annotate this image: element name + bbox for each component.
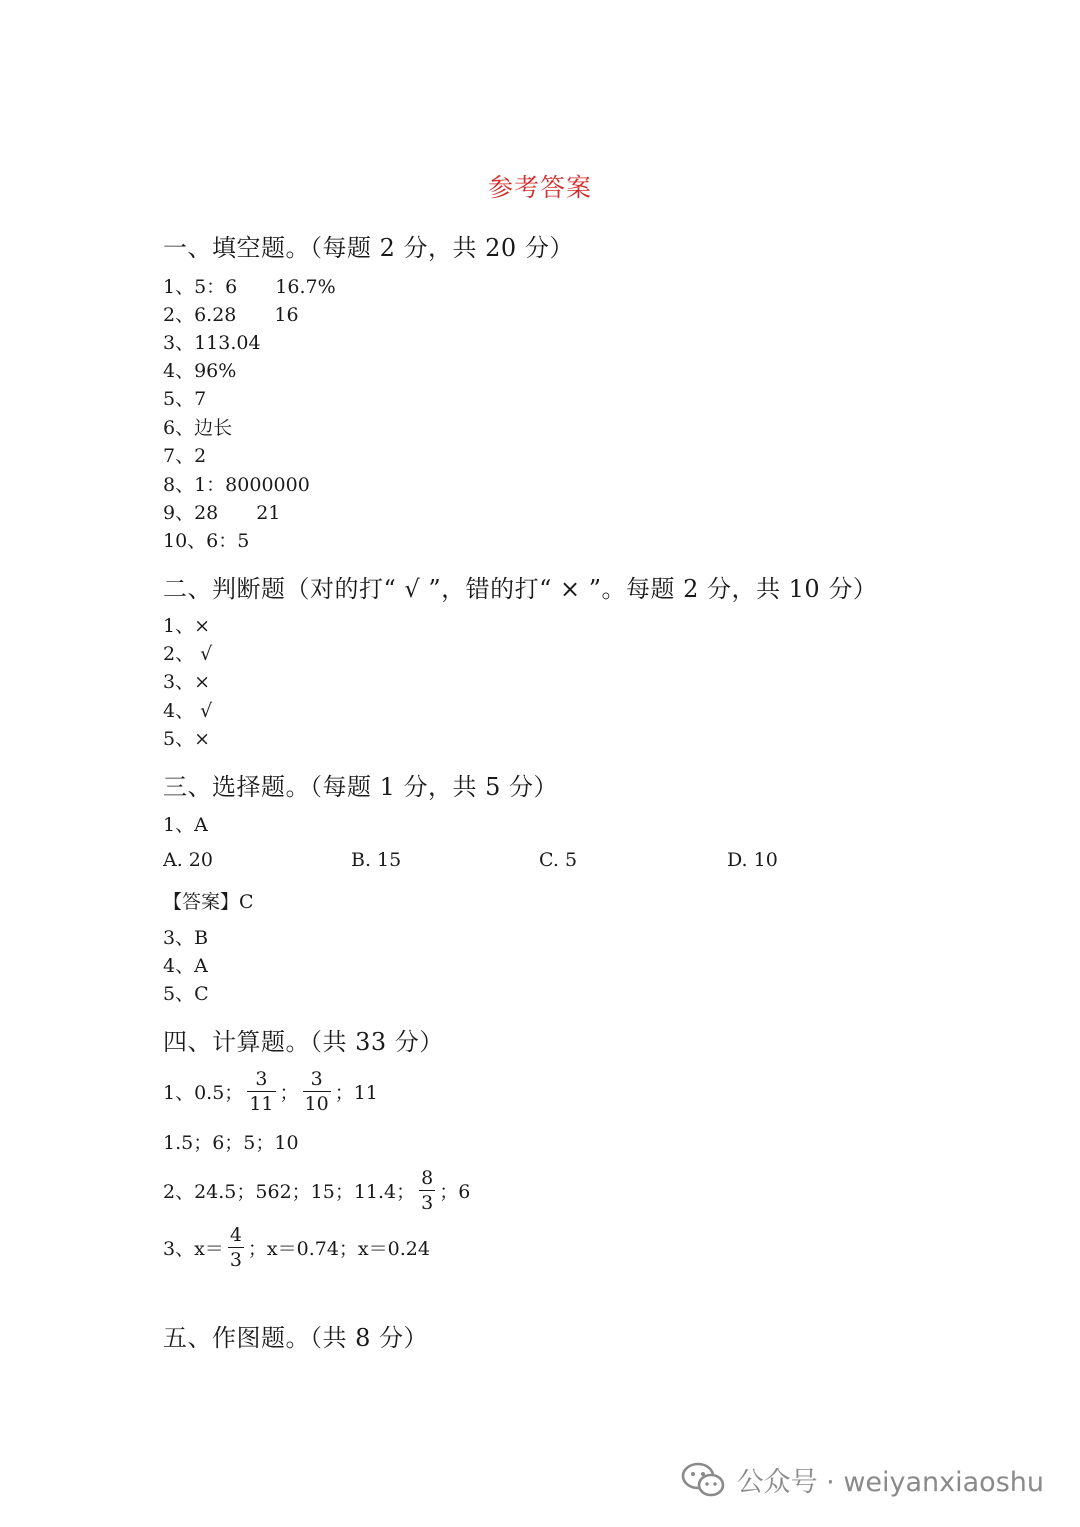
- answer-tag: 【答案】C: [163, 891, 254, 913]
- list-item: 4、 √: [163, 700, 213, 722]
- section-2-heading: 二、判断题（对的打“ √ ”，错的打“ × ”。每题 2 分，共 10 分）: [163, 575, 878, 603]
- section-3-heading: 三、选择题。（每题 1 分，共 5 分）: [163, 773, 559, 801]
- list-item: 1、A: [163, 814, 208, 836]
- fraction: $\frac{3}{10}$: [304, 1068, 329, 1115]
- list-item: 1、5：6 16.7%: [163, 276, 336, 298]
- fraction: $\frac{4}{3}$: [229, 1224, 242, 1271]
- section-4-heading: 四、计算题。（共 33 分）: [163, 1028, 444, 1056]
- list-item: 4、A: [163, 955, 208, 977]
- list-item: 10、6：5: [163, 530, 250, 552]
- option-c: C. 5: [539, 849, 578, 871]
- option-a: A. 20: [163, 849, 213, 871]
- list-item: 4、96%: [163, 360, 237, 382]
- list-item: 2、6.28 16: [163, 304, 299, 326]
- calc-line-1: 1、0.5； $\frac{3}{11}$ ； $\frac{3}{10}$ ；11: [163, 1068, 378, 1115]
- list-item: 3、×: [163, 671, 211, 693]
- list-item: 6、边长: [163, 417, 233, 439]
- wechat-icon: [681, 1462, 725, 1498]
- list-item: 8、1：8000000: [163, 474, 310, 496]
- list-item: 5、×: [163, 728, 211, 750]
- option-d: D. 10: [727, 849, 778, 871]
- calc-line-4: 3、x＝ $\frac{4}{3}$ ；x＝0.74；x＝0.24: [163, 1224, 430, 1271]
- list-item: 7、2: [163, 445, 207, 467]
- calc-line-3: 2、24.5；562；15；11.4； $\frac{8}{3}$ ；6: [163, 1167, 471, 1214]
- list-item: 5、C: [163, 983, 209, 1005]
- section-1-heading: 一、填空题。（每题 2 分，共 20 分）: [163, 234, 574, 262]
- list-item: 3、113.04: [163, 332, 261, 354]
- list-item: 1、×: [163, 615, 211, 637]
- option-b: B. 15: [351, 849, 402, 871]
- section-5-heading: 五、作图题。（共 8 分）: [163, 1324, 429, 1352]
- fraction: $\frac{8}{3}$: [421, 1167, 434, 1214]
- list-item: 9、28 21: [163, 502, 281, 524]
- list-item: 3、B: [163, 927, 209, 949]
- list-item: 2、 √: [163, 643, 213, 665]
- calc-line-2: 1.5；6；5；10: [163, 1132, 299, 1154]
- watermark-text: 公众号 · weiyanxiaoshu: [736, 1467, 1044, 1498]
- watermark: [681, 1460, 1044, 1499]
- list-item: 5、7: [163, 388, 207, 410]
- fraction: $\frac{3}{11}$: [249, 1068, 274, 1115]
- page-title: 参考答案: [487, 173, 592, 202]
